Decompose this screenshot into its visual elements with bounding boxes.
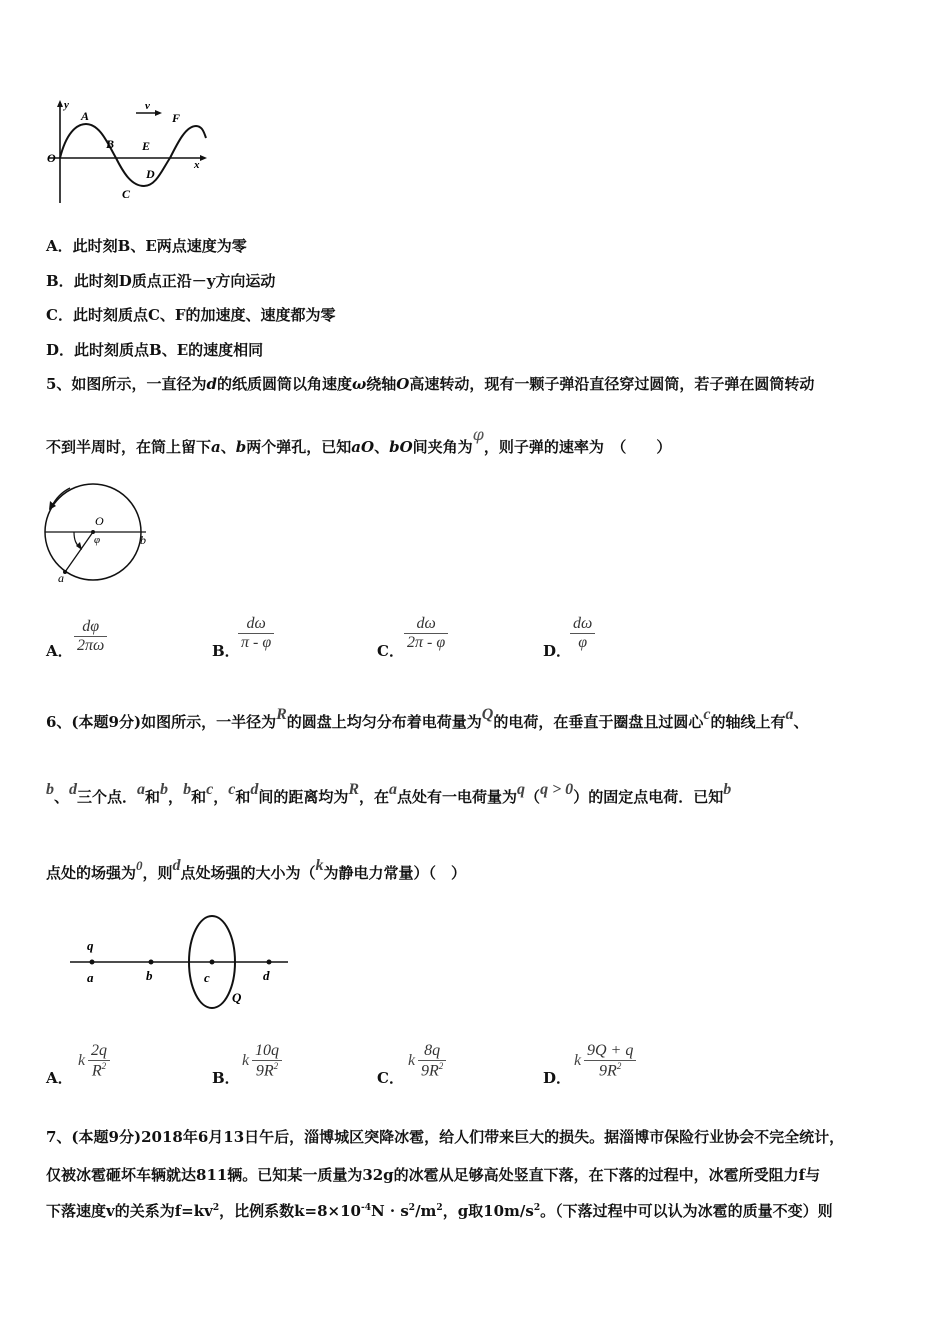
label-o: O — [47, 151, 56, 165]
wave-y-arrow — [57, 100, 63, 107]
q6-option-c-k: k — [408, 1052, 416, 1069]
q7-stem-line1: 7、(本题9分)2018年6月13日午后，淄博城区突降冰雹，给人们带来巨大的损失。据淄博市保险行业协会不完全统计， — [46, 1128, 845, 1146]
q5-option-b-label: B． — [212, 642, 240, 660]
q7-stem-line3: 下落速度v的关系为$f=kv^2$，比例系数$k=8\times 10^{-4}N \cdot s^2/m^2$，g取$10m/s^2$。（下落过程中可以认为冰雹的质量不变）则 — [46, 1202, 833, 1220]
q6-option-b-label: B． — [212, 1069, 240, 1087]
label-x: x — [194, 159, 200, 171]
q6-option-a-label: A． — [46, 1069, 73, 1087]
cylinder-figure — [40, 476, 160, 586]
fig6-label-Q: Q — [232, 990, 242, 1005]
q6-option-b-fraction: $\frac{10q}{9R^2}$ — [252, 1042, 282, 1080]
q5-option-d-label: D． — [543, 642, 572, 660]
q6-option-a-fraction: $\frac{2q}{R^2}$ — [88, 1042, 110, 1080]
q5-option-d-fraction: $\frac{d\omega}{\varphi}$ — [570, 615, 595, 652]
wave-curve — [60, 124, 206, 186]
fig5-label-a: a — [58, 571, 64, 585]
q5-option-c-label: C． — [377, 642, 404, 660]
q6-option-d-label: D． — [543, 1069, 572, 1087]
q4-option-c: C．此时刻质点C、F的加速度、速度都为零 — [46, 306, 336, 324]
fig6-label-b: b — [146, 968, 153, 983]
fig6-label-q: q — [87, 938, 94, 953]
fig5-label-b: b — [140, 533, 146, 547]
cylinder-radius-oa — [65, 532, 93, 572]
fig6-label-d: d — [263, 968, 270, 983]
q5-option-a-label: A． — [46, 642, 73, 660]
q6-stem-line1: 6、(本题9分)如图所示，一半径为R的圆盘上均匀分布着电荷量为Q的电荷，在垂直于圈盘且过圆心c的轴线上有a、 — [46, 706, 809, 731]
fig5-label-o: O — [95, 514, 104, 528]
fig5-label-phi: φ — [94, 534, 101, 546]
label-c: C — [122, 187, 131, 201]
point-d — [267, 960, 272, 965]
q5-stem-line1: 5、如图所示，一直径为d的纸质圆筒以角速度ω绕轴O高速转动，现有一颗子弹沿直径穿过圆筒，若子弹在圆筒转动 — [46, 375, 815, 393]
q5-option-c-fraction: $\frac{d\omega}{2\pi - \varphi}$ — [404, 615, 448, 652]
q5-option-b-fraction: $\frac{d\omega}{\pi - \varphi}$ — [238, 615, 274, 652]
q6-option-c-label: C． — [377, 1069, 404, 1087]
q7-stem-line2: 仅被冰雹砸坏车辆就达811辆。已知某一质量为32g的冰雹从足够高处竖直下落，在下落的过程中，冰雹所受阻力f与 — [46, 1166, 821, 1184]
q6-option-c-fraction: $\frac{8q}{9R^2}$ — [418, 1042, 446, 1080]
disc-figure — [66, 912, 292, 1012]
q6-option-d-fraction: $\frac{9Q + q}{9R^2}$ — [584, 1042, 636, 1080]
q6-option-a-k: k — [78, 1052, 86, 1069]
point-b — [149, 960, 154, 965]
fig6-label-c: c — [204, 970, 210, 985]
q4-option-a: A．此时刻B、E两点速度为零 — [46, 237, 247, 255]
q6-stem-line2: b、d三个点．a和b，b和c，c和d间的距离均为R，在a点处有一电荷量为q（q > 0）的固定点电荷．已知b — [46, 781, 732, 806]
wave-figure — [44, 98, 214, 208]
label-d: D — [146, 167, 155, 181]
point-a — [90, 960, 95, 965]
q6-stem-line3: 点处的场强为0，则d点处场强的大小为（k为静电力常量）（ ） — [46, 857, 467, 882]
label-a: A — [81, 109, 90, 123]
label-b: B — [106, 137, 115, 151]
q6-option-d-k: k — [574, 1052, 582, 1069]
label-y: y — [64, 99, 69, 111]
q5-option-a-fraction: $\frac{d\varphi}{2\pi\omega}$ — [74, 618, 107, 655]
velocity-arrow-head — [155, 110, 162, 116]
q4-option-b: B．此时刻D质点正沿－y方向运动 — [46, 272, 276, 290]
q4-option-d: D．此时刻质点B、E的速度相同 — [46, 341, 264, 359]
fig6-label-a: a — [87, 970, 94, 985]
label-v: v — [145, 100, 150, 112]
point-c — [210, 960, 215, 965]
q5-stem-line2: 不到半周时，在筒上留下a、b两个弹孔，已知aO、bO间夹角为φ，则子弹的速率为 （ ） — [46, 425, 672, 456]
wave-x-arrow — [200, 155, 207, 161]
q6-option-b-k: k — [242, 1052, 250, 1069]
label-e: E — [142, 139, 151, 153]
label-f: F — [172, 111, 181, 125]
